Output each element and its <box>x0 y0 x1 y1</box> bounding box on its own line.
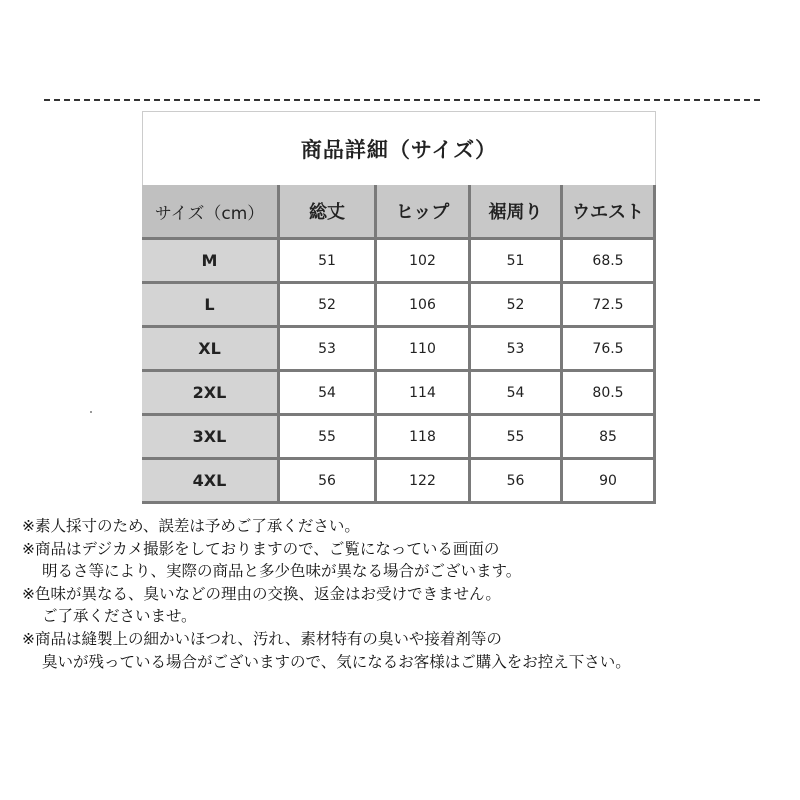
table-cell: 114 <box>377 372 471 416</box>
table-cell: 80.5 <box>563 372 656 416</box>
header-size: サイズ（cm） <box>142 185 280 240</box>
header-row <box>142 185 656 240</box>
table-cell: 53 <box>280 328 377 372</box>
note-line: 臭いが残っている場合がございますので、気になるお客様はご購入をお控え下さい。 <box>42 652 631 671</box>
table-cell: 56 <box>471 460 563 504</box>
table-cell: 85 <box>563 416 656 460</box>
table-row <box>142 284 656 328</box>
table-cell: 102 <box>377 240 471 284</box>
table-cell: 55 <box>280 416 377 460</box>
notes-section <box>22 515 792 673</box>
table-cell: 122 <box>377 460 471 504</box>
table-cell: 118 <box>377 416 471 460</box>
table-cell: 55 <box>471 416 563 460</box>
table-cell: 90 <box>563 460 656 504</box>
note-line: ※素人採寸のため、誤差は予めご了承ください。 <box>22 517 360 535</box>
size-cell: 4XL <box>142 460 280 504</box>
size-table <box>142 185 656 504</box>
table-cell: 52 <box>471 284 563 328</box>
table-cell: 54 <box>280 372 377 416</box>
table-cell: 52 <box>280 284 377 328</box>
header-waist: ウエスト <box>563 185 656 240</box>
size-cell: 3XL <box>142 416 280 460</box>
size-chart <box>142 111 656 504</box>
note-line: ご了承くださいませ。 <box>42 607 197 626</box>
table-cell: 54 <box>471 372 563 416</box>
size-cell: 2XL <box>142 372 280 416</box>
table-row <box>142 460 656 504</box>
header-hem: 裾周り <box>471 185 563 240</box>
dashed-divider <box>44 99 760 101</box>
note-line: ※商品は縫製上の細かいほつれ、汚れ、素材特有の臭いや接着剤等の <box>22 629 502 648</box>
size-cell: M <box>142 240 280 284</box>
note-line: ※色味が異なる、臭いなどの理由の交換、返金はお受けできません。 <box>22 584 501 603</box>
size-cell: XL <box>142 328 280 372</box>
table-cell: 53 <box>471 328 563 372</box>
size-chart-title: 商品詳細（サイズ） <box>142 111 656 185</box>
table-cell: 106 <box>377 284 471 328</box>
size-cell: L <box>142 284 280 328</box>
header-hip: ヒップ <box>377 185 471 240</box>
table-cell: 72.5 <box>563 284 656 328</box>
table-row <box>142 240 656 284</box>
note-line: 明るさ等により、実際の商品と多少色味が異なる場合がございます。 <box>42 562 522 581</box>
note-line: ※商品はデジカメ撮影をしておりますので、ご覧になっている画面の <box>22 539 500 558</box>
table-row <box>142 328 656 372</box>
table-row <box>142 372 656 416</box>
table-cell: 56 <box>280 460 377 504</box>
table-cell: 68.5 <box>563 240 656 284</box>
stray-dot <box>90 411 92 413</box>
table-cell: 76.5 <box>563 328 656 372</box>
table-row <box>142 416 656 460</box>
table-cell: 110 <box>377 328 471 372</box>
table-cell: 51 <box>471 240 563 284</box>
header-total-length: 総丈 <box>280 185 377 240</box>
table-cell: 51 <box>280 240 377 284</box>
